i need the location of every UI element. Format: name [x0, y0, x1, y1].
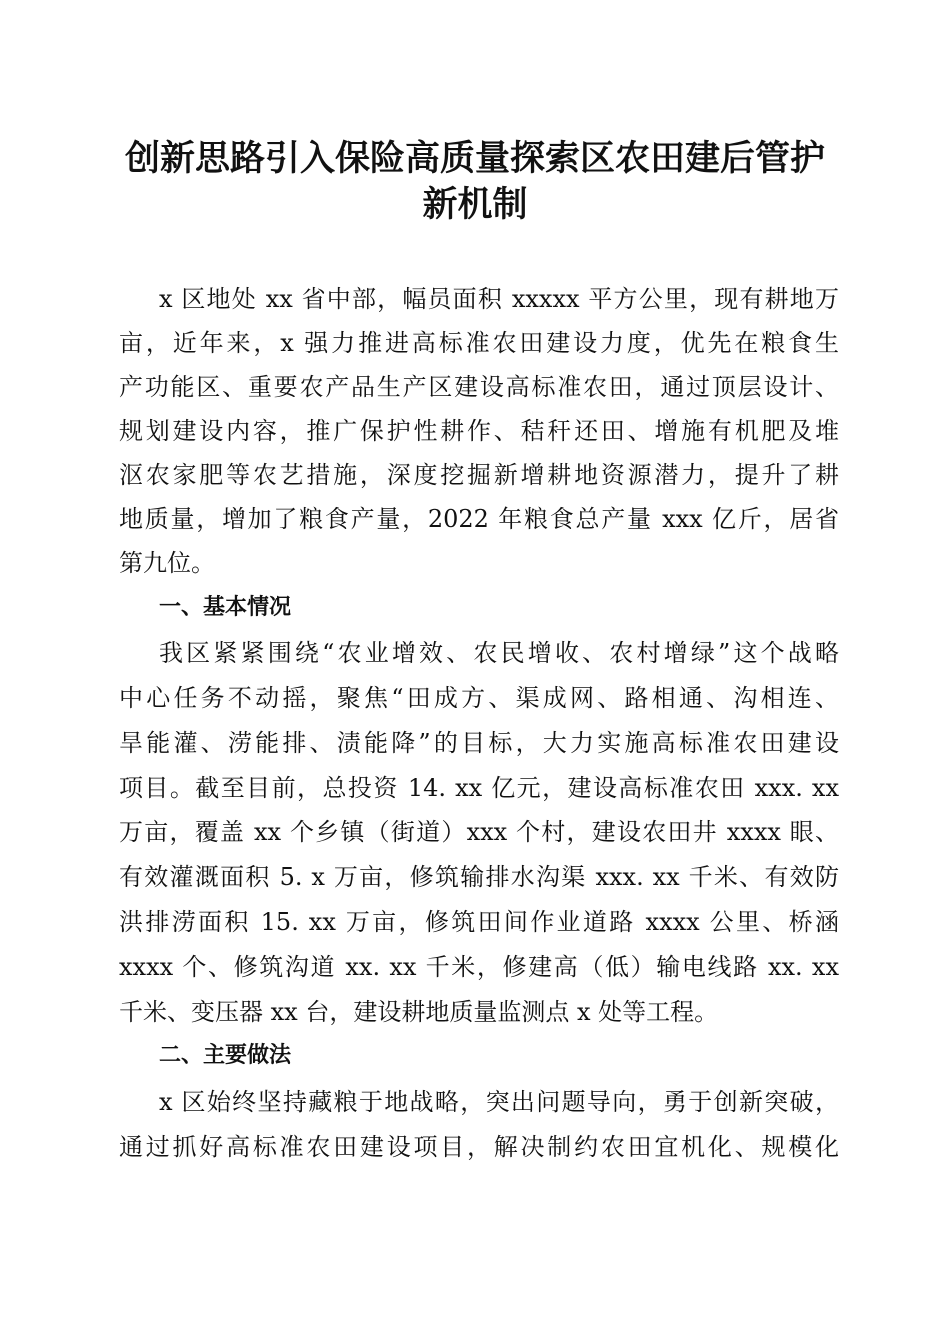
intro-line-2: 亩，近年来，x 强力推进高标准农田建设力度，优先在粮食生 — [119, 329, 839, 357]
intro-line-7: 第九位。 — [119, 549, 215, 577]
intro-line-3: 产功能区、重要农产品生产区建设高标准农田，通过顶层设计、 — [119, 373, 839, 401]
section1-line-4: 项目。截至目前，总投资 14. xx 亿元，建设高标准农田 xxx. xx — [119, 774, 839, 802]
document-title-line-2: 新机制 — [422, 184, 528, 225]
document-title-line-1: 创新思路引入保险高质量探索区农田建后管护 — [124, 138, 825, 179]
section1-line-2: 中心任务不动摇，聚焦“田成方、渠成网、路相通、沟相连、 — [119, 684, 839, 712]
section-heading-basic-situation: 一、基本情况 — [159, 595, 292, 620]
section-heading-main-practices: 二、主要做法 — [159, 1043, 292, 1068]
section2-line-1: x 区始终坚持藏粮于地战略，突出问题导向，勇于创新突破， — [159, 1088, 839, 1116]
intro-line-6: 地质量，增加了粮食产量，2022 年粮食总产量 xxx 亿斤，居省 — [119, 505, 839, 533]
section1-line-3: 旱能灌、涝能排、渍能降”的目标，大力实施高标准农田建设 — [119, 729, 839, 757]
intro-line-1: x 区地处 xx 省中部，幅员面积 xxxxx 平方公里，现有耕地万 — [159, 285, 839, 313]
section1-line-1: 我区紧紧围绕“农业增效、农民增收、农村增绿”这个战略 — [159, 639, 839, 667]
intro-line-4: 规划建设内容，推广保护性耕作、秸秆还田、增施有机肥及堆 — [119, 417, 839, 445]
intro-line-5: 沤农家肥等农艺措施，深度挖掘新增耕地资源潜力，提升了耕 — [119, 461, 839, 489]
section1-line-5: 万亩，覆盖 xx 个乡镇（街道）xxx 个村，建设农田井 xxxx 眼、 — [119, 818, 839, 846]
section1-line-6: 有效灌溉面积 5. x 万亩，修筑输排水沟渠 xxx. xx 千米、有效防 — [119, 863, 839, 891]
section1-line-8: xxxx 个、修筑沟道 xx. xx 千米，修建高（低）输电线路 xx. xx — [119, 953, 839, 981]
section1-line-7: 洪排涝面积 15. xx 万亩，修筑田间作业道路 xxxx 公里、桥涵 — [119, 908, 839, 936]
section1-line-9: 千米、变压器 xx 台，建设耕地质量监测点 x 处等工程。 — [119, 998, 719, 1026]
section2-line-2: 通过抓好高标准农田建设项目，解决制约农田宜机化、规模化 — [119, 1133, 839, 1161]
